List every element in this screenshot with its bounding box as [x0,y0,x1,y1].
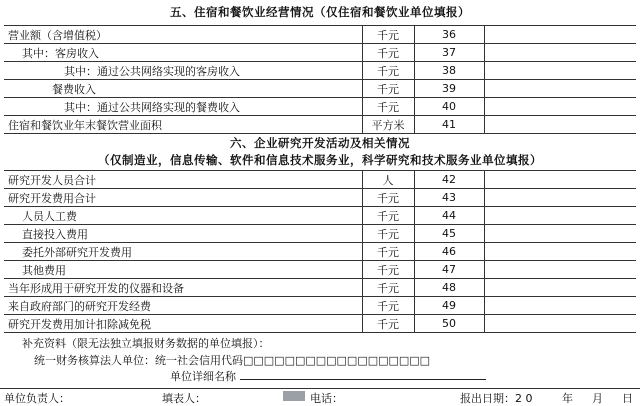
head-of-unit-label: 单位负责人： [4,392,70,405]
item-name: 直接投入费用 [4,225,362,243]
item-name: 住宿和餐饮业年末餐饮营业面积 [4,116,362,134]
table-row [4,207,636,225]
item-code: 44 [414,207,484,225]
item-name: 研究开发费用合计 [4,189,362,207]
item-unit: 千元 [362,207,414,225]
item-code: 36 [414,26,484,44]
item-unit: 千元 [362,44,414,62]
item-unit: 千元 [362,261,414,279]
table-row [4,189,636,207]
item-unit: 千元 [362,98,414,116]
item-name: 餐费收入 [4,80,362,98]
item-code: 46 [414,243,484,261]
section-6-title: 六、企业研究开发活动及相关情况 [230,136,410,150]
table-row [4,243,636,261]
table-row [4,44,636,62]
item-unit: 千元 [362,243,414,261]
item-code: 50 [414,315,484,333]
value-input-cell[interactable] [484,297,636,315]
supplement-unit-name-label: 单位详细名称 [170,370,236,383]
signature-footer [0,388,640,403]
item-name: 其中：通过公共网络实现的餐费收入 [4,98,362,116]
value-input-cell[interactable] [484,315,636,333]
item-unit: 平方米 [362,116,414,134]
item-name: 研究开发费用加计扣除减免税 [4,315,362,333]
item-code: 42 [414,171,484,189]
unit-name-field[interactable] [240,379,486,380]
value-input-cell[interactable] [484,171,636,189]
value-input-cell[interactable] [484,207,636,225]
report-date-label: 报出日期：2 0 [460,392,533,405]
item-name: 当年形成用于研究开发的仪器和设备 [4,279,362,297]
item-name: 研究开发人员合计 [4,171,362,189]
item-name: 其他费用 [4,261,362,279]
value-input-cell[interactable] [484,26,636,44]
table-row [4,26,636,44]
item-unit: 千元 [362,80,414,98]
table-row [4,261,636,279]
item-unit: 人 [362,171,414,189]
item-code: 39 [414,80,484,98]
value-input-cell[interactable] [484,243,636,261]
value-input-cell[interactable] [484,116,636,134]
year-label: 年 [562,392,573,405]
table-row [4,315,636,333]
table-row [4,116,636,134]
table-row [4,98,636,116]
filler-label: 填表人： [162,392,206,405]
value-input-cell[interactable] [484,62,636,80]
item-unit: 千元 [362,279,414,297]
item-code: 43 [414,189,484,207]
value-input-cell[interactable] [484,225,636,243]
item-code: 47 [414,261,484,279]
value-input-cell[interactable] [484,44,636,62]
supplement-heading: 补充资料（限无法独立填报财务数据的单位填报）： [22,337,270,350]
redacted-block [283,391,305,401]
item-code: 45 [414,225,484,243]
item-code: 38 [414,62,484,80]
value-input-cell[interactable] [484,261,636,279]
value-input-cell[interactable] [484,279,636,297]
item-unit: 千元 [362,26,414,44]
value-input-cell[interactable] [484,98,636,116]
item-name: 营业额（含增值税） [4,26,362,44]
table-row [4,80,636,98]
item-unit: 千元 [362,297,414,315]
section-5-table [4,25,636,134]
value-input-cell[interactable] [484,189,636,207]
section-6-table [4,170,636,333]
item-unit: 千元 [362,225,414,243]
table-row [4,297,636,315]
item-code: 40 [414,98,484,116]
day-label: 日 [622,392,633,405]
item-name: 委托外部研究开发费用 [4,243,362,261]
item-name: 来自政府部门的研究开发经费 [4,297,362,315]
item-code: 49 [414,297,484,315]
table-row [4,225,636,243]
item-unit: 千元 [362,62,414,80]
item-code: 48 [414,279,484,297]
item-code: 41 [414,116,484,134]
table-row [4,171,636,189]
value-input-cell[interactable] [484,80,636,98]
item-name: 人员人工费 [4,207,362,225]
table-row [4,62,636,80]
supplement-credit-code: 统一财务核算法人单位：统一社会信用代码□□□□□□□□□□□□□□□□□□ [34,354,431,367]
phone-label: 电话： [310,392,343,405]
item-unit: 千元 [362,189,414,207]
item-code: 37 [414,44,484,62]
month-label: 月 [592,392,603,405]
item-unit: 千元 [362,315,414,333]
table-row [4,279,636,297]
item-name: 其中：客房收入 [4,44,362,62]
item-name: 其中：通过公共网络实现的客房收入 [4,62,362,80]
section-5-title: 五、住宿和餐饮业经营情况（仅住宿和餐饮业单位填报） [170,5,470,19]
section-6-subtitle: （仅制造业，信息传输、软件和信息技术服务业，科学研究和技术服务业单位填报） [98,153,542,167]
